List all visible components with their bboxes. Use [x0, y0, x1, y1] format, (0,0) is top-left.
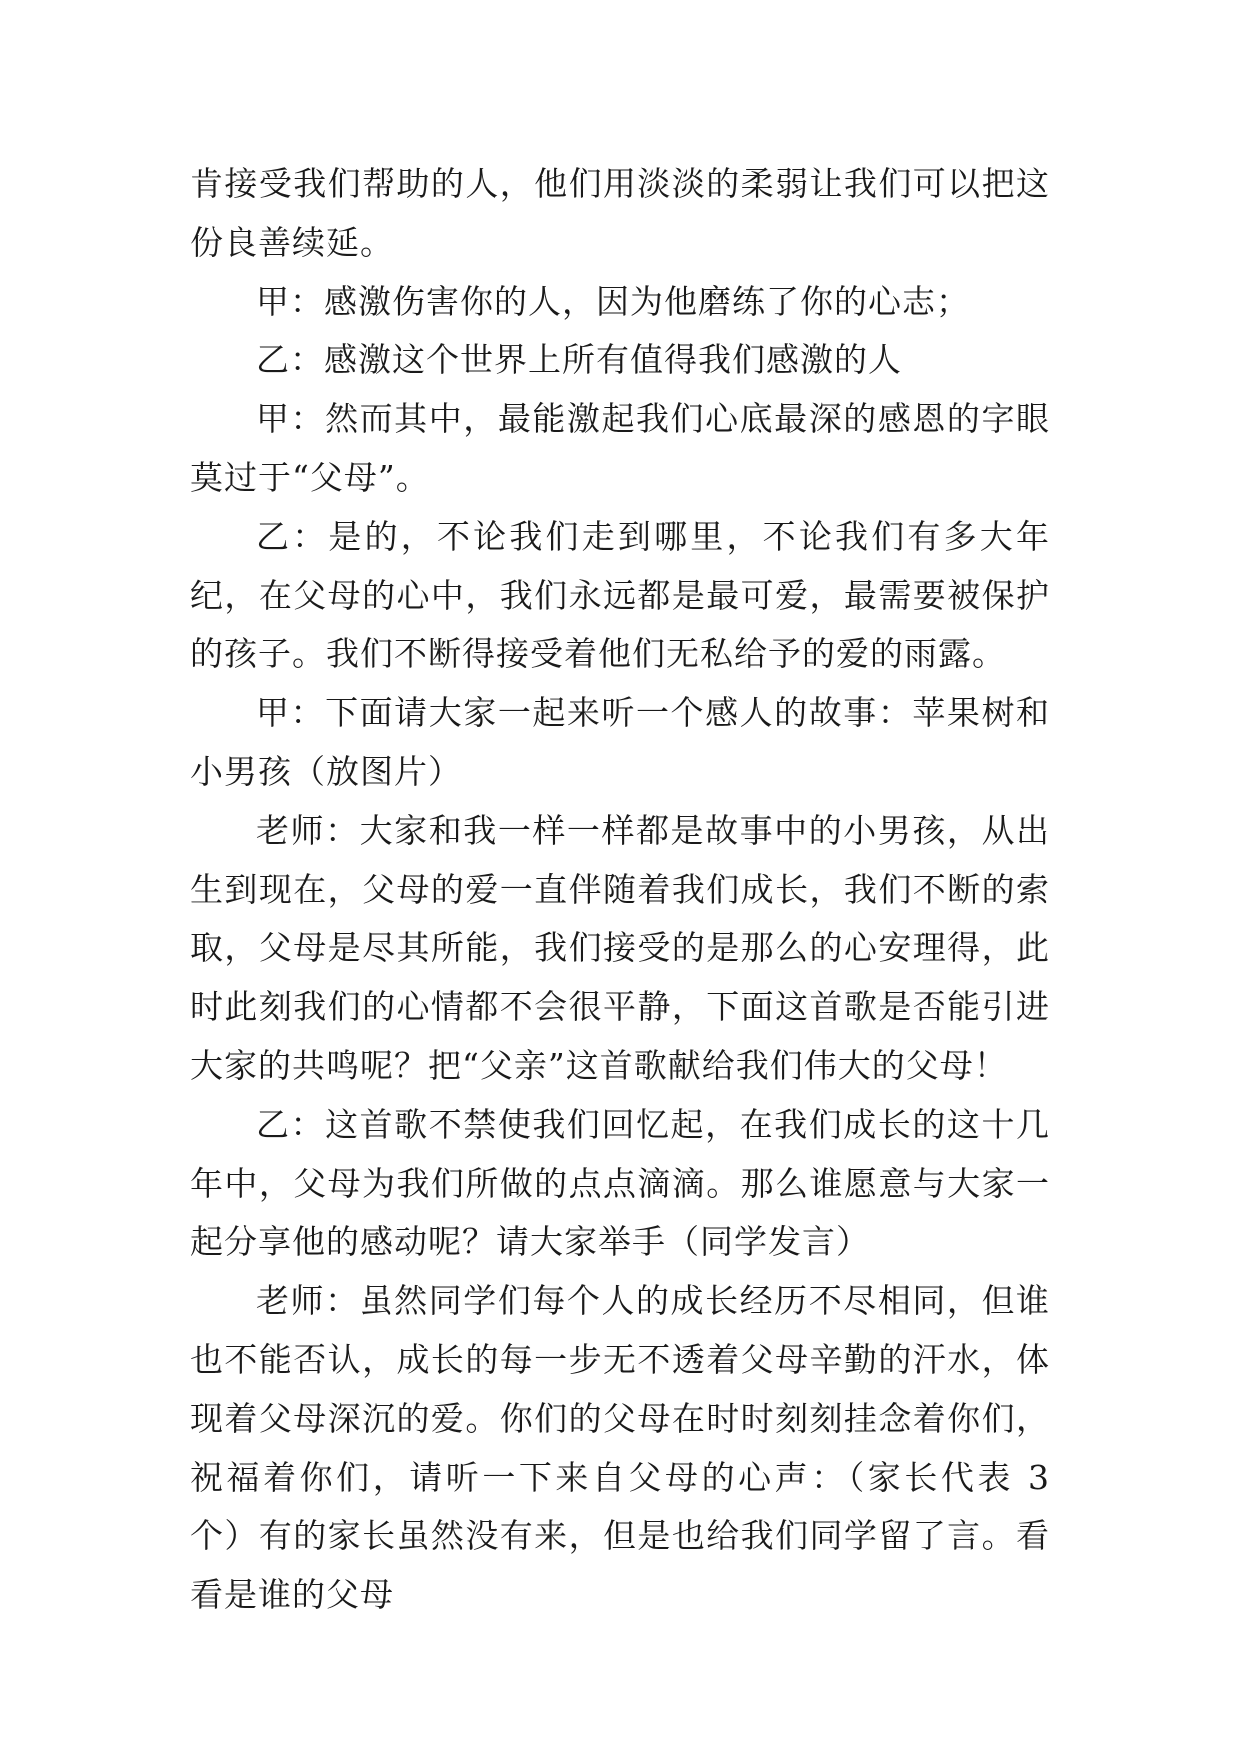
- paragraph-continuation: 肯接受我们帮助的人，他们用淡淡的柔弱让我们可以把这份良善续延。: [190, 164, 1050, 262]
- paragraph-jia-3: 甲：下面请大家一起来听一个感人的故事：苹果树和小男孩（放图片）: [190, 693, 1050, 791]
- paragraph-yi-2: 乙：是的，不论我们走到哪里，不论我们有多大年纪，在父母的心中，我们永远都是最可爱，最需要被保护的孩子。我们不断得接受着他们无私给予的爱的雨露。: [190, 516, 1050, 674]
- paragraph-teacher-2: 老师：虽然同学们每个人的成长经历不尽相同，但谁也不能否认，成长的每一步无不透着父母辛勤的汗水，体现着父母深沉的爱。你们的父母在时时刻刻挂念着你们，祝福着你们，请听一下来自父母的心声：（家长代表 3 个）有的家长虽然没有来，但是也给我们同学留了言。看看是谁的父母: [190, 1281, 1050, 1615]
- paragraph-yi-3: 乙：这首歌不禁使我们回忆起，在我们成长的这十几年中，父母为我们所做的点点滴滴。那么谁愿意与大家一起分享他的感动呢？请大家举手（同学发言）: [190, 1104, 1050, 1262]
- document-body: [190, 155, 1050, 1625]
- paragraph-jia-2: 甲：然而其中，最能激起我们心底最深的感恩的字眼莫过于“父母”。: [190, 399, 1050, 497]
- paragraph-teacher-1: 老师：大家和我一样一样都是故事中的小男孩，从出生到现在，父母的爱一直伴随着我们成长，我们不断的索取，父母是尽其所能，我们接受的是那么的心安理得，此时此刻我们的心情都不会很平静，下面这首歌是否能引进大家的共鸣呢？把“父亲”这首歌献给我们伟大的父母！: [190, 810, 1050, 1085]
- paragraph-yi-1: 乙：感激这个世界上所有值得我们感激的人: [256, 340, 902, 380]
- paragraph-jia-1: 甲：感激伤害你的人，因为他磨练了你的心志；: [256, 281, 970, 321]
